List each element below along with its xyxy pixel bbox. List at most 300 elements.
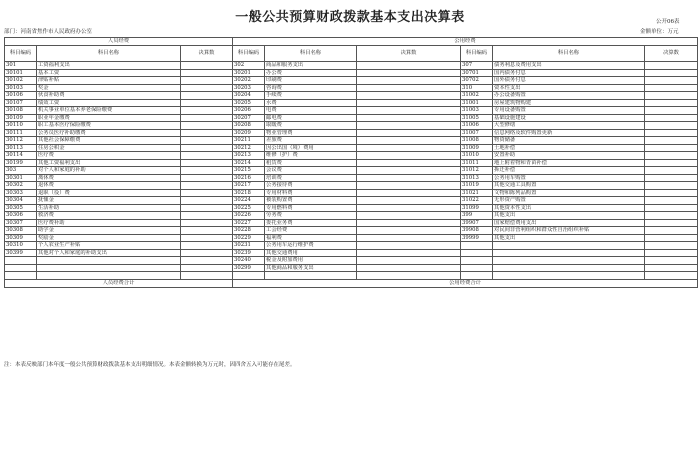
subject-code-cell: 30205 xyxy=(233,99,265,107)
table-row xyxy=(5,69,698,77)
table-row xyxy=(5,159,698,167)
subject-code-cell: 303 xyxy=(5,167,37,175)
amount-cell xyxy=(645,249,698,257)
subject-name-cell: 专用燃料费 xyxy=(265,204,357,212)
column-header-name: 科目名称 xyxy=(493,46,645,62)
subject-name-cell: 咨询费 xyxy=(265,84,357,92)
subject-code-cell: 30306 xyxy=(5,212,37,220)
amount-cell xyxy=(357,189,461,197)
subject-code-cell: 31005 xyxy=(461,114,493,122)
subject-name-cell: 办公费 xyxy=(265,69,357,77)
table-row xyxy=(5,182,698,190)
column-header-name: 科目名称 xyxy=(37,46,181,62)
subject-name-cell: 专用设备购置 xyxy=(493,107,645,115)
subject-code-cell: 30112 xyxy=(5,137,37,145)
table-row xyxy=(5,144,698,152)
amount-cell xyxy=(181,69,233,77)
amount-cell xyxy=(181,272,233,280)
amount-cell xyxy=(181,174,233,182)
subject-code-cell: 30226 xyxy=(233,212,265,220)
subject-name-cell xyxy=(37,257,181,265)
column-header-code: 科目编码 xyxy=(461,46,493,62)
amount-cell xyxy=(181,219,233,227)
amount-cell xyxy=(181,257,233,265)
table-row xyxy=(5,77,698,85)
subject-code-cell: 30214 xyxy=(233,159,265,167)
subject-code-cell: 30102 xyxy=(5,77,37,85)
subject-name-cell: 劳务费 xyxy=(265,212,357,220)
column-header-amount: 决算数 xyxy=(357,46,461,62)
table-row xyxy=(5,174,698,182)
subject-name-cell: 差旅费 xyxy=(265,137,357,145)
amount-cell xyxy=(357,272,461,280)
amount-cell xyxy=(181,99,233,107)
subject-code-cell xyxy=(461,272,493,280)
amount-cell xyxy=(357,137,461,145)
subject-code-cell: 399 xyxy=(461,212,493,220)
subject-code-cell: 30231 xyxy=(233,242,265,250)
amount-cell xyxy=(181,114,233,122)
subject-code-cell: 30304 xyxy=(5,197,37,205)
subject-code-cell: 30309 xyxy=(5,234,37,242)
table-row xyxy=(5,227,698,235)
subject-code-cell xyxy=(461,242,493,250)
amount-cell xyxy=(181,62,233,70)
form-number: 公开06表 xyxy=(656,19,680,25)
subject-name-cell: 税金及附加费用 xyxy=(265,257,357,265)
subject-code-cell: 31006 xyxy=(461,122,493,130)
amount-cell xyxy=(181,167,233,175)
subject-name-cell: 住房公积金 xyxy=(37,144,181,152)
amount-cell xyxy=(357,249,461,257)
subject-code-cell: 31099 xyxy=(461,204,493,212)
subject-code-cell: 30216 xyxy=(233,174,265,182)
amount-cell xyxy=(645,129,698,137)
subject-name-cell: 无形资产购置 xyxy=(493,197,645,205)
subject-code-cell: 39907 xyxy=(461,219,493,227)
subject-code-cell: 30303 xyxy=(5,189,37,197)
amount-cell xyxy=(181,84,233,92)
column-header-name: 科目名称 xyxy=(265,46,357,62)
table-row xyxy=(5,204,698,212)
subject-name-cell: 水费 xyxy=(265,99,357,107)
subject-name-cell: 工资福利支出 xyxy=(37,62,181,70)
subject-name-cell: 奖金 xyxy=(37,84,181,92)
amount-cell xyxy=(645,227,698,235)
subject-name-cell: 其他支出 xyxy=(493,234,645,242)
subject-name-cell xyxy=(493,242,645,250)
subject-name-cell: 公务接待费 xyxy=(265,182,357,190)
table-body xyxy=(5,38,698,288)
amount-cell xyxy=(645,152,698,160)
amount-cell xyxy=(645,182,698,190)
subject-name-cell: 地上附着物和青苗补偿 xyxy=(493,159,645,167)
subject-code-cell: 30225 xyxy=(233,204,265,212)
subject-code-cell: 30208 xyxy=(233,122,265,130)
subject-code-cell: 30229 xyxy=(233,234,265,242)
amount-cell xyxy=(357,234,461,242)
table-row xyxy=(5,189,698,197)
amount-cell xyxy=(645,204,698,212)
subject-name-cell: 工会经费 xyxy=(265,227,357,235)
table-row xyxy=(5,272,698,280)
subject-name-cell: 国内债务付息 xyxy=(493,69,645,77)
subject-name-cell: 安置补助 xyxy=(493,152,645,160)
subject-name-cell: 办公设备购置 xyxy=(493,92,645,100)
subject-name-cell: 其他资本性支出 xyxy=(493,204,645,212)
amount-cell xyxy=(181,197,233,205)
amount-cell xyxy=(357,69,461,77)
subject-name-cell: 债务利息及费用支出 xyxy=(493,62,645,70)
subject-code-cell: 31012 xyxy=(461,167,493,175)
subject-code-cell: 31009 xyxy=(461,144,493,152)
table-row xyxy=(5,122,698,130)
amount-cell xyxy=(645,92,698,100)
subject-name-cell: 助学金 xyxy=(37,227,181,235)
public-section-header: 公用经费 xyxy=(233,38,698,46)
column-header-row xyxy=(5,46,698,62)
subject-code-cell: 30203 xyxy=(233,84,265,92)
amount-cell xyxy=(357,129,461,137)
subject-name-cell xyxy=(493,272,645,280)
personnel-section-header: 人员经费 xyxy=(5,38,233,46)
subject-name-cell: 电费 xyxy=(265,107,357,115)
subject-name-cell: 绩效工资 xyxy=(37,99,181,107)
subject-name-cell: 维修（护）费 xyxy=(265,152,357,160)
amount-cell xyxy=(645,69,698,77)
subject-name-cell: 职业年金缴费 xyxy=(37,114,181,122)
subject-name-cell: 信息网络及软件购置更新 xyxy=(493,129,645,137)
subject-code-cell: 30227 xyxy=(233,219,265,227)
amount-cell xyxy=(645,122,698,130)
subject-code-cell: 30101 xyxy=(5,69,37,77)
amount-cell xyxy=(357,167,461,175)
amount-cell xyxy=(645,167,698,175)
amount-cell xyxy=(645,264,698,272)
amount-cell xyxy=(357,197,461,205)
amount-cell xyxy=(357,227,461,235)
amount-cell xyxy=(357,242,461,250)
subject-code-cell: 31001 xyxy=(461,99,493,107)
subject-name-cell: 租赁费 xyxy=(265,159,357,167)
subject-name-cell: 国家赔偿费用支出 xyxy=(493,219,645,227)
subject-code-cell: 31008 xyxy=(461,137,493,145)
subject-code-cell: 30212 xyxy=(233,144,265,152)
subject-name-cell: 物业管理费 xyxy=(265,129,357,137)
subject-code-cell: 31003 xyxy=(461,107,493,115)
amount-cell xyxy=(357,84,461,92)
amount-cell xyxy=(357,204,461,212)
subject-name-cell: 培训费 xyxy=(265,174,357,182)
amount-cell xyxy=(181,249,233,257)
subject-name-cell xyxy=(493,264,645,272)
table-row xyxy=(5,129,698,137)
subject-code-cell: 31021 xyxy=(461,189,493,197)
amount-cell xyxy=(357,114,461,122)
amount-cell xyxy=(645,144,698,152)
amount-cell xyxy=(645,257,698,265)
subject-name-cell: 公务用车运行维护费 xyxy=(265,242,357,250)
subject-name-cell: 其他工资福利支出 xyxy=(37,159,181,167)
subject-code-cell: 301 xyxy=(5,62,37,70)
subject-code-cell: 31022 xyxy=(461,197,493,205)
subject-code-cell: 30207 xyxy=(233,114,265,122)
amount-cell xyxy=(357,219,461,227)
subject-name-cell: 其他支出 xyxy=(493,212,645,220)
subject-code-cell: 30113 xyxy=(5,144,37,152)
amount-cell xyxy=(645,77,698,85)
column-header-amount: 决算数 xyxy=(181,46,233,62)
subject-name-cell: 对民间非营利组织和群众性自治组织补贴 xyxy=(493,227,645,235)
subject-name-cell: 手续费 xyxy=(265,92,357,100)
subject-code-cell: 310 xyxy=(461,84,493,92)
subject-name-cell: 专用材料费 xyxy=(265,189,357,197)
subject-code-cell: 30202 xyxy=(233,77,265,85)
subject-code-cell xyxy=(461,264,493,272)
amount-cell xyxy=(181,92,233,100)
subject-code-cell: 30308 xyxy=(5,227,37,235)
footnote: 注：本表反映部门本年度一般公共预算财政拨款基本支出明细情况。本表金额转换为万元时，因四舍五入可能存在尾差。 xyxy=(4,362,296,368)
table-row xyxy=(5,99,698,107)
subject-name-cell xyxy=(493,257,645,265)
subject-code-cell: 30109 xyxy=(5,114,37,122)
table-row xyxy=(5,92,698,100)
subject-code-cell: 39908 xyxy=(461,227,493,235)
subject-name-cell: 津贴补贴 xyxy=(37,77,181,85)
table-row xyxy=(5,197,698,205)
subject-code-cell: 31002 xyxy=(461,92,493,100)
amount-cell xyxy=(645,99,698,107)
amount-cell xyxy=(357,99,461,107)
amount-cell xyxy=(357,144,461,152)
amount-cell xyxy=(645,137,698,145)
table-row xyxy=(5,234,698,242)
subject-code-cell: 31007 xyxy=(461,129,493,137)
amount-cell xyxy=(357,92,461,100)
subject-name-cell: 因公出国（境）费用 xyxy=(265,144,357,152)
subject-name-cell xyxy=(493,249,645,257)
subject-code-cell: 30302 xyxy=(5,182,37,190)
amount-cell xyxy=(357,257,461,265)
table-row xyxy=(5,107,698,115)
amount-cell xyxy=(357,107,461,115)
subject-code-cell: 30108 xyxy=(5,107,37,115)
subject-code-cell xyxy=(5,257,37,265)
department-label: 部门：河南省焦作市人民政府办公室 xyxy=(4,29,93,35)
amount-cell xyxy=(357,62,461,70)
subject-code-cell: 30305 xyxy=(5,204,37,212)
amount-cell xyxy=(181,227,233,235)
amount-cell xyxy=(645,272,698,280)
column-header-code: 科目编码 xyxy=(233,46,265,62)
subject-code-cell: 30307 xyxy=(5,219,37,227)
totals-row xyxy=(5,279,698,287)
subject-name-cell: 奖励金 xyxy=(37,234,181,242)
amount-cell xyxy=(181,122,233,130)
subject-code-cell: 31013 xyxy=(461,174,493,182)
subject-name-cell: 拆迁补偿 xyxy=(493,167,645,175)
subject-code-cell: 39999 xyxy=(461,234,493,242)
subject-code-cell: 31011 xyxy=(461,159,493,167)
amount-cell xyxy=(645,84,698,92)
amount-cell xyxy=(181,137,233,145)
subject-name-cell: 生活补助 xyxy=(37,204,181,212)
subject-name-cell xyxy=(37,264,181,272)
subject-code-cell: 30199 xyxy=(5,159,37,167)
subject-code-cell: 30217 xyxy=(233,182,265,190)
table-row xyxy=(5,114,698,122)
subject-code-cell xyxy=(5,264,37,272)
column-header-amount: 决算数 xyxy=(645,46,698,62)
table-row xyxy=(5,242,698,250)
amount-cell xyxy=(357,159,461,167)
subject-code-cell: 30310 xyxy=(5,242,37,250)
column-header-code: 科目编码 xyxy=(5,46,37,62)
subject-code-cell xyxy=(461,257,493,265)
subject-name-cell: 房屋建筑物购建 xyxy=(493,99,645,107)
subject-name-cell: 邮电费 xyxy=(265,114,357,122)
table-row xyxy=(5,219,698,227)
amount-cell xyxy=(645,114,698,122)
subject-code-cell: 30299 xyxy=(233,264,265,272)
subject-code-cell: 30103 xyxy=(5,84,37,92)
subject-code-cell xyxy=(233,272,265,280)
subject-code-cell xyxy=(461,249,493,257)
subject-code-cell: 30218 xyxy=(233,189,265,197)
subject-name-cell: 其他对个人和家庭的补助支出 xyxy=(37,249,181,257)
subject-code-cell: 30201 xyxy=(233,69,265,77)
subject-name-cell: 其他社会保障缴费 xyxy=(37,137,181,145)
subject-code-cell: 30114 xyxy=(5,152,37,160)
subject-code-cell: 30702 xyxy=(461,77,493,85)
subject-code-cell: 30211 xyxy=(233,137,265,145)
table-row xyxy=(5,257,698,265)
amount-cell xyxy=(181,204,233,212)
public-total-label: 公用经费合计 xyxy=(233,279,698,287)
subject-code-cell xyxy=(5,272,37,280)
amount-cell xyxy=(181,129,233,137)
subject-name-cell xyxy=(37,272,181,280)
subject-code-cell: 30239 xyxy=(233,249,265,257)
table-row xyxy=(5,62,698,70)
subject-name-cell: 取暖费 xyxy=(265,122,357,130)
subject-code-cell: 30111 xyxy=(5,129,37,137)
amount-cell xyxy=(357,77,461,85)
subject-code-cell: 30215 xyxy=(233,167,265,175)
amount-cell xyxy=(645,242,698,250)
amount-cell xyxy=(645,189,698,197)
subject-code-cell: 30240 xyxy=(233,257,265,265)
amount-cell xyxy=(181,182,233,190)
amount-cell xyxy=(357,174,461,182)
amount-cell xyxy=(181,264,233,272)
subject-name-cell: 对个人和家庭的补助 xyxy=(37,167,181,175)
amount-cell xyxy=(357,122,461,130)
amount-cell xyxy=(645,159,698,167)
amount-cell xyxy=(645,174,698,182)
subject-code-cell: 30301 xyxy=(5,174,37,182)
subject-name-cell: 会议费 xyxy=(265,167,357,175)
table-row xyxy=(5,84,698,92)
subject-name-cell: 职工基本医疗保险缴费 xyxy=(37,122,181,130)
subject-name-cell: 商品和服务支出 xyxy=(265,62,357,70)
amount-cell xyxy=(357,182,461,190)
subject-name-cell: 机关事业单位基本养老保险缴费 xyxy=(37,107,181,115)
table-row xyxy=(5,249,698,257)
subject-name-cell: 抚恤金 xyxy=(37,197,181,205)
subject-name-cell: 大型修缮 xyxy=(493,122,645,130)
table-row xyxy=(5,167,698,175)
table-row xyxy=(5,137,698,145)
subject-name-cell: 退职（役）费 xyxy=(37,189,181,197)
subject-code-cell: 30399 xyxy=(5,249,37,257)
subject-name-cell: 福利费 xyxy=(265,234,357,242)
amount-cell xyxy=(181,77,233,85)
amount-cell xyxy=(357,152,461,160)
amount-cell xyxy=(645,212,698,220)
amount-cell xyxy=(181,242,233,250)
unit-label: 金额单位：万元 xyxy=(640,29,679,35)
subject-name-cell: 个人农业生产补贴 xyxy=(37,242,181,250)
amount-cell xyxy=(645,62,698,70)
subject-name-cell: 离休费 xyxy=(37,174,181,182)
amount-cell xyxy=(645,219,698,227)
subject-name-cell: 医疗费 xyxy=(37,152,181,160)
subject-code-cell: 307 xyxy=(461,62,493,70)
subject-code-cell: 30228 xyxy=(233,227,265,235)
subject-name-cell: 医疗费补助 xyxy=(37,219,181,227)
subject-name-cell: 其他交通费用 xyxy=(265,249,357,257)
amount-cell xyxy=(645,197,698,205)
subject-code-cell: 30206 xyxy=(233,107,265,115)
amount-cell xyxy=(181,107,233,115)
amount-cell xyxy=(181,159,233,167)
subject-code-cell: 30224 xyxy=(233,197,265,205)
subject-code-cell: 30213 xyxy=(233,152,265,160)
expenditure-table xyxy=(4,37,698,288)
subject-name-cell: 印刷费 xyxy=(265,77,357,85)
subject-name-cell: 基础设施建设 xyxy=(493,114,645,122)
table-row xyxy=(5,212,698,220)
subject-name-cell: 文物和陈列品购置 xyxy=(493,189,645,197)
subject-name-cell: 公务员医疗补助缴费 xyxy=(37,129,181,137)
subject-name-cell: 公务用车购置 xyxy=(493,174,645,182)
subject-name-cell: 伙食补助费 xyxy=(37,92,181,100)
subject-code-cell: 30701 xyxy=(461,69,493,77)
subject-code-cell: 30106 xyxy=(5,92,37,100)
subject-name-cell: 国外债务付息 xyxy=(493,77,645,85)
amount-cell xyxy=(181,212,233,220)
amount-cell xyxy=(357,212,461,220)
subject-name-cell: 救济费 xyxy=(37,212,181,220)
subject-name-cell: 被装购置费 xyxy=(265,197,357,205)
subject-name-cell: 其他交通工具购置 xyxy=(493,182,645,190)
subject-name-cell xyxy=(265,272,357,280)
subject-code-cell: 30107 xyxy=(5,99,37,107)
amount-cell xyxy=(181,144,233,152)
subject-name-cell: 委托业务费 xyxy=(265,219,357,227)
subject-code-cell: 31019 xyxy=(461,182,493,190)
subject-code-cell: 30204 xyxy=(233,92,265,100)
subject-code-cell: 302 xyxy=(233,62,265,70)
subject-name-cell: 其他商品和服务支出 xyxy=(265,264,357,272)
page-title: 一般公共预算财政拨款基本支出决算表 xyxy=(235,10,465,25)
amount-cell xyxy=(645,234,698,242)
amount-cell xyxy=(181,234,233,242)
amount-cell xyxy=(357,264,461,272)
subject-name-cell: 退休费 xyxy=(37,182,181,190)
amount-cell xyxy=(181,189,233,197)
